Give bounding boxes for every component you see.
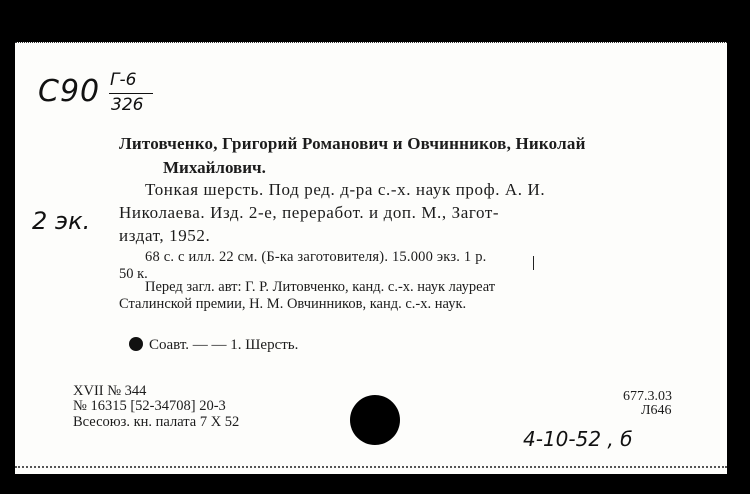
registry-line: XVII № 344	[73, 383, 147, 399]
shelf-mark-top: Г-6	[110, 70, 137, 90]
title-line: Николаева. Изд. 2-е, переработ. и доп. М., Загот-	[119, 203, 500, 222]
shelf-mark-main: С90	[38, 74, 101, 109]
authors-note: Перед загл. авт: Г. Р. Литовченко, канд. с.-х. наук лауреат	[145, 279, 496, 295]
shelf-mark-bottom: 326	[111, 95, 144, 115]
udc-code: 677.3.03	[623, 389, 672, 404]
shelf-mark-rule	[109, 93, 153, 94]
handwritten-date: 4-10-52 , б	[523, 427, 633, 451]
punch-hole	[350, 395, 400, 445]
margin-handwritten-note: 2 эк.	[32, 207, 91, 235]
title-line: Тонкая шерсть. Под ред. д-ра с.-х. наук проф. А. И.	[145, 180, 546, 199]
registry-line: № 16315 [52-34708] 20-3	[73, 398, 226, 414]
authors-note: Сталинской премии, Н. М. Овчинников, канд. с.-х. наук.	[119, 296, 467, 312]
physical-description: 50 к.	[119, 266, 148, 282]
udc-code: Л646	[641, 403, 672, 418]
author-line-continued: Михайлович.	[163, 158, 266, 177]
tracing-text: Соавт. — — 1. Шерсть.	[149, 337, 299, 353]
author-line: Литовченко, Григорий Романович и Овчинников, Николай	[119, 134, 586, 153]
physical-description: 68 с. с илл. 22 см. (Б-ка заготовителя). 15.000 экз. 1 р.	[145, 249, 487, 265]
registry-line: Всесоюз. кн. палата 7 X 52	[73, 414, 240, 430]
circle-marker-icon	[129, 337, 143, 351]
tracing-line	[129, 337, 298, 354]
catalog-card	[15, 42, 727, 474]
pencil-tick	[533, 256, 534, 270]
title-line: издат, 1952.	[119, 226, 211, 245]
